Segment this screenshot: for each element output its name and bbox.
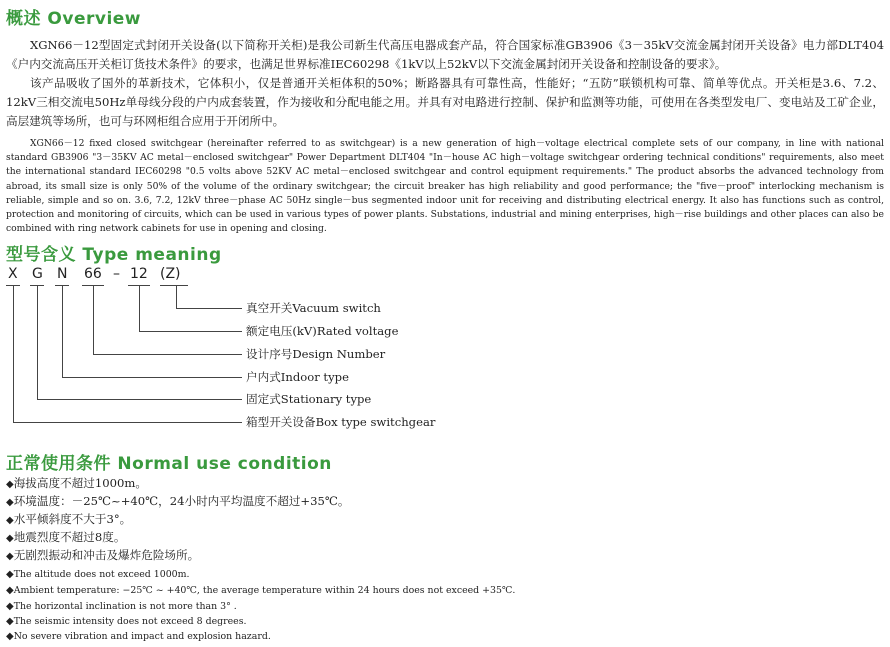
connector-z-v <box>176 285 177 308</box>
connector-66-v <box>93 285 94 354</box>
normal-use-heading: 正常使用条件 Normal use condition <box>6 454 332 474</box>
bullet-icon: ◆ <box>6 569 14 580</box>
code-dash: – <box>113 266 120 282</box>
en-condition-item: ◆Ambient temperature: −25℃ ~ +40℃, the average temperature within 24 hours does not exceed +35℃. <box>6 585 516 596</box>
cn-condition-item: ◆海拔高度不超过1000m。 <box>6 476 147 490</box>
bullet-icon: ◆ <box>6 551 14 562</box>
bullet-icon: ◆ <box>6 515 14 526</box>
underline-z <box>160 285 188 286</box>
meaning-box-type: 箱型开关设备Box type switchgear <box>246 415 436 429</box>
connector-n-h <box>62 377 242 378</box>
overview-en-paragraph: XGN66－12 fixed closed switchgear (hereinafter referred to as switchgear) is a new generation of high－voltage electrical complete sets of our company, in line with national standard GB3906 "3－35KV AC metal－enclosed switchgear" Power Department DLT404 "In－house AC high－voltage switchgear ordering technical conditions" requirements, also meet the international standard IEC60298 "0.5 volts above 52KV AC metal－enclosed switchgear and control equipment requirements." The product absorbs the advanced technology from abroad, its small size is only 50% of the volume of the ordinary switchgear; the circuit breaker has high reliability and good performance; the "five－proof" interlocking mechanism is reliable, simple and so on. 3.6, 7.2, 12kV three－phase AC 50Hz single－bus segmented indoor unit for receiving and distributing electrical energy. It also has functions such as control, protection and monitoring of circuits, which can be used in various types of power plants. Substations, industrial and mining enterprises, high－rise buildings and other places can also be combined with ring network cabinets for use in opening and closing. <box>6 138 884 235</box>
code-12: 12 <box>130 266 148 282</box>
meaning-vacuum-switch: 真空开关Vacuum switch <box>246 301 381 315</box>
en-condition-item: ◆The altitude does not exceed 1000m. <box>6 569 190 580</box>
en-condition-item: ◆The horizontal inclination is not more than 3° . <box>6 601 237 612</box>
meaning-rated-voltage: 额定电压(kV)Rated voltage <box>246 324 399 338</box>
code-z: (Z) <box>160 266 181 282</box>
connector-x-v <box>13 285 14 422</box>
code-g: G <box>32 266 43 282</box>
en-condition-item: ◆No severe vibration and impact and explosion hazard. <box>6 631 271 642</box>
code-n: N <box>57 266 68 282</box>
bullet-icon: ◆ <box>6 533 14 544</box>
connector-g-h <box>37 399 242 400</box>
code-x: X <box>8 266 18 282</box>
overview-cn-paragraph-1: XGN66－12型固定式封闭开关设备(以下简称开关柜)是我公司新生代高压电器成套产品，符合国家标准GB3906《3－35kV交流金属封闭开关设备》电力部DLT404《户内交流高压开关柜订货技术条件》的要求，也满足世界标准IEC60298《1kV以上52kV以下交流金属封闭开关设备和控制设备的要求》。 <box>6 38 884 71</box>
meaning-indoor-type: 户内式Indoor type <box>246 370 349 384</box>
bullet-icon: ◆ <box>6 601 14 612</box>
code-66: 66 <box>84 266 102 282</box>
bullet-icon: ◆ <box>6 585 14 596</box>
connector-g-v <box>37 285 38 399</box>
connector-66-h <box>93 354 242 355</box>
connector-12-v <box>139 285 140 331</box>
cn-condition-item: ◆环境温度：－25℃~+40℃，24小时内平均温度不超过+35℃。 <box>6 494 350 508</box>
overview-cn-paragraph-2: 该产品吸收了国外的革新技术，它体积小，仅是普通开关柜体积的50%；断路器具有可靠性高，性能好；“五防”联锁机构可靠、简单等优点。开关柜是3.6、7.2、12kV三相交流电50Hz单母线分段的户内成套装置，作为接收和分配电能之用。并具有对电路进行控制、保护和监测等功能，可使用在各类型发电厂、变电站及工矿企业，高层建筑等场所，也可与环网柜组合应用于开闭所中。 <box>6 76 884 128</box>
bullet-icon: ◆ <box>6 616 14 627</box>
type-meaning-diagram <box>0 262 520 437</box>
meaning-design-number: 设计序号Design Number <box>246 347 386 361</box>
connector-12-h <box>139 331 242 332</box>
bullet-icon: ◆ <box>6 479 14 490</box>
meaning-stationary-type: 固定式Stationary type <box>246 392 372 406</box>
en-condition-item: ◆The seismic intensity does not exceed 8 degrees. <box>6 616 247 627</box>
overview-heading: 概述 Overview <box>6 9 142 29</box>
cn-condition-item: ◆水平倾斜度不大于3°。 <box>6 512 132 526</box>
bullet-icon: ◆ <box>6 497 14 508</box>
type-meaning-heading: 型号含义 Type meaning <box>6 245 222 265</box>
cn-condition-item: ◆地震烈度不超过8度。 <box>6 530 126 544</box>
connector-n-v <box>62 285 63 377</box>
connector-z-h <box>176 308 242 309</box>
cn-condition-item: ◆无剧烈振动和冲击及爆炸危险场所。 <box>6 548 200 562</box>
connector-x-h <box>13 422 242 423</box>
bullet-icon: ◆ <box>6 631 14 642</box>
